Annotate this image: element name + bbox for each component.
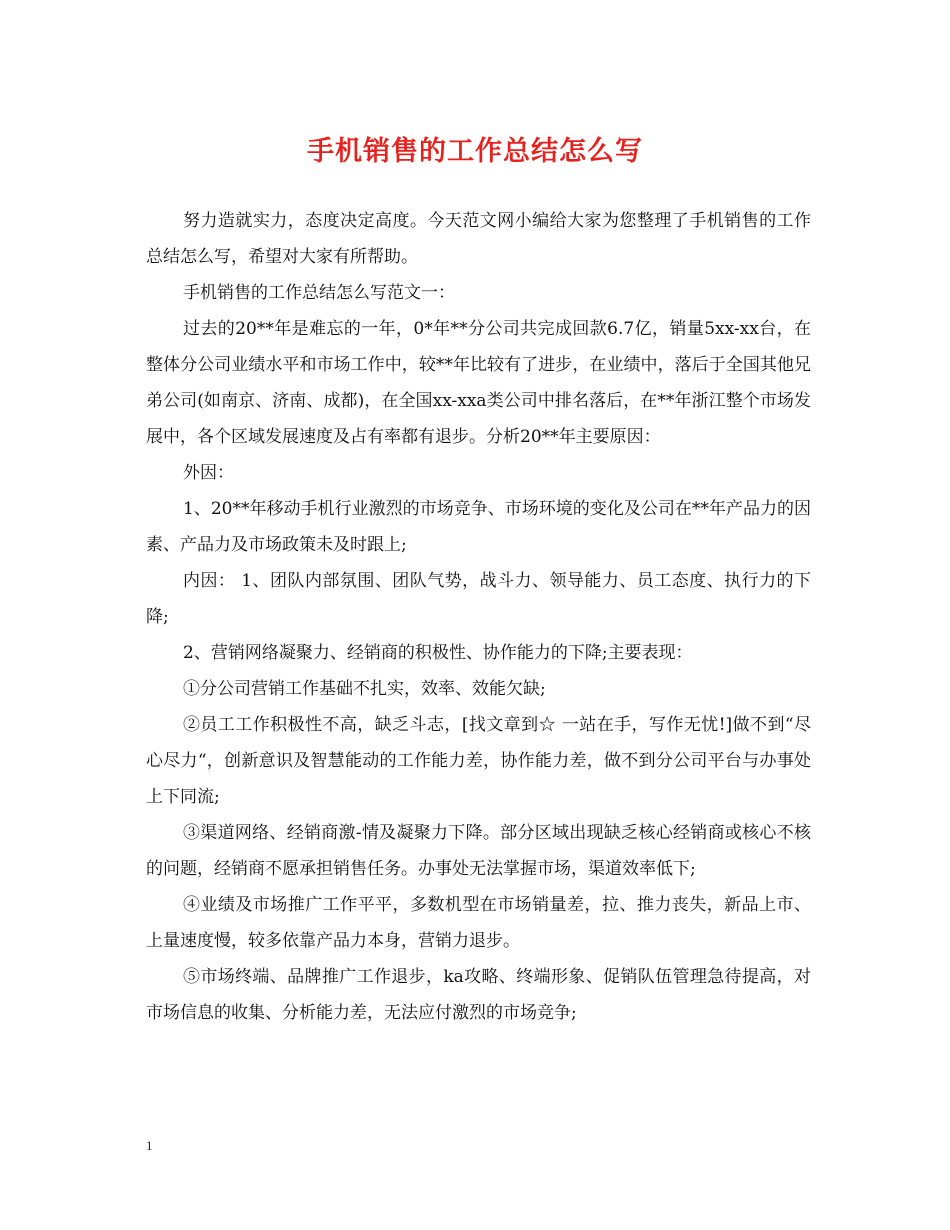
paragraph-external-heading: 外因：: [183, 463, 234, 483]
paragraph-intro: 努力造就实力，态度决定高度。今天范文网小编给大家为您整理了手机销售的工作总结怎么写，希望对大家有所帮助。: [146, 211, 811, 267]
document-body: [146, 203, 811, 1031]
paragraph-sample-heading: 手机销售的工作总结怎么写范文一：: [183, 283, 455, 303]
paragraph-point-3: ③渠道网络、经销商激-情及凝聚力下降。部分区域出现缺乏核心经销商或核心不核的问题，经销商不愿承担销售任务。办事处无法掌握市场，渠道效率低下;: [146, 823, 811, 879]
paragraph-internal-2: 2、营销网络凝聚力、经销商的积极性、协作能力的下降;主要表现：: [183, 643, 693, 663]
paragraph-point-4: ④业绩及市场推广工作平平，多数机型在市场销量差，拉、推力丧失，新品上市、上量速度慢，较多依靠产品力本身，营销力退步。: [146, 895, 811, 951]
paragraph-point-5: ⑤市场终端、品牌推广工作退步，ka攻略、终端形象、促销队伍管理急待提高，对市场信息的收集、分析能力差，无法应付激烈的市场竞争;: [146, 967, 811, 1023]
paragraph-external-1: 1、20**年移动手机行业激烈的市场竞争、市场环境的变化及公司在**年产品力的因素、产品力及市场政策未及时跟上;: [146, 499, 811, 555]
paragraph-internal-1: 内因： 1、团队内部氛围、团队气势，战斗力、领导能力、员工态度、执行力的下降;: [146, 571, 811, 627]
paragraph-point-1: ①分公司营销工作基础不扎实，效率、效能欠缺;: [183, 679, 546, 699]
document-title: 手机销售的工作总结怎么写: [307, 136, 643, 167]
paragraph-review: 过去的20**年是难忘的一年，0*年**分公司共完成回款6.7亿，销量5xx-xx台，在整体分公司业绩水平和市场工作中，较**年比较有了进步，在业绩中，落后于全国其他兄弟公司(如南京、济南、成都)，在全国xx-xxa类公司中排名落后，在**年浙江整个市场发展中，各个区域发展速度及占有率都有退步。分析20**年主要原因：: [146, 319, 811, 447]
page-number: 1: [146, 1138, 153, 1153]
paragraph-point-2: ②员工工作积极性不高，缺乏斗志，[找文章到☆ 一站在手，写作无忧!]做不到“尽心尽力“，创新意识及智慧能动的工作能力差，协作能力差，做不到分公司平台与办事处上下同流;: [146, 715, 811, 807]
